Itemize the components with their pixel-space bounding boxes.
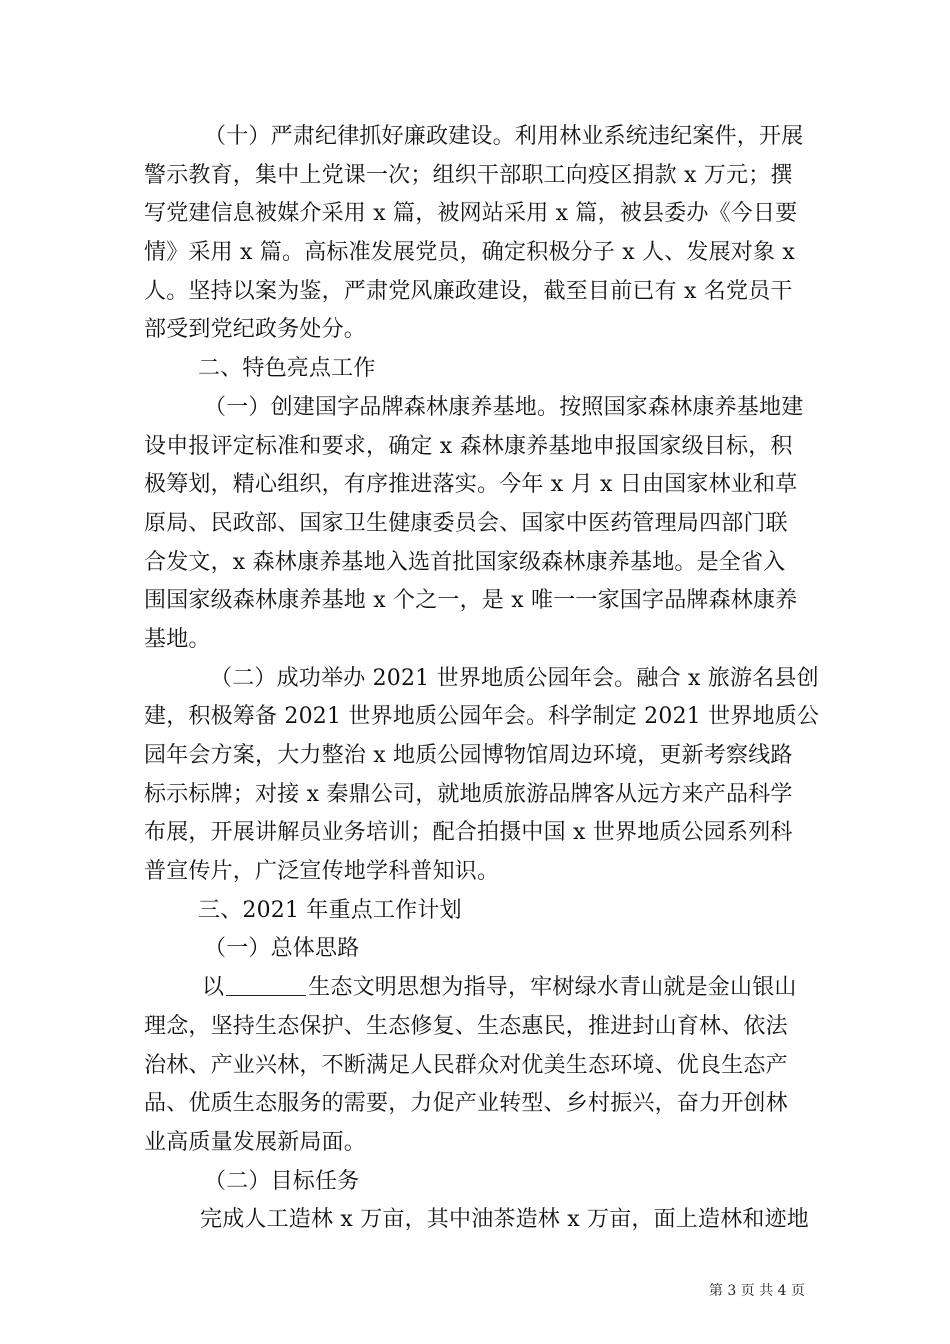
line-text: 合发文，x 森林康养基地入选首批国家级森林康养基地。是全省入: [144, 549, 786, 575]
text-line: [144, 544, 824, 583]
text-line: [144, 195, 824, 234]
line-text: 标示标牌；对接 x 秦鼎公司，就地质旅游品牌客从远方来产品科学: [144, 781, 793, 807]
line-text: 围国家级森林康养基地 x 个之一，是 x 唯一一家国字品牌森林康养: [144, 588, 798, 614]
line-text: 业高质量发展新局面。: [144, 1129, 367, 1155]
text-line: [144, 814, 824, 853]
text-line: [144, 660, 824, 699]
text-line: [144, 969, 824, 1008]
line-text: （十）严肃纪律抓好廉政建设。利用林业系统违纪案件，开展: [204, 124, 804, 149]
line-text-continued: 生态文明思想为指导，牢树绿水青山就是金山银山: [308, 975, 797, 1001]
line-text: （二）目标任务: [204, 1168, 360, 1194]
fill-in-blank: [226, 973, 306, 996]
text-line: [144, 698, 824, 737]
text-line: [144, 737, 824, 776]
text-line: [144, 1085, 824, 1124]
text-line: [144, 582, 824, 621]
line-text: 理念，坚持生态保护、生态修复、生态惠民，推进封山育林、依法: [144, 1013, 788, 1039]
line-text: 基地。: [144, 626, 211, 652]
line-text: 三、2021 年重点工作计划: [198, 897, 462, 923]
line-text: 情》采用 x 篇。高标准发展党员，确定积极分子 x 人、发展对象 x: [144, 240, 795, 266]
text-line: [144, 389, 824, 428]
text-line: [144, 118, 824, 157]
line-text: 设申报评定标准和要求，确定 x 森林康养基地申报国家级目标，积: [144, 433, 793, 459]
page-number: 第 3 页 共 4 页: [708, 1283, 805, 1299]
line-text: 治林、产业兴林，不断满足人民群众对优美生态环境、优良生态产: [144, 1052, 788, 1078]
text-line: [144, 621, 824, 660]
text-line: [144, 350, 824, 389]
line-text: 原局、民政部、国家卫生健康委员会、国家中医药管理局四部门联: [144, 510, 788, 536]
text-line: [144, 1201, 824, 1240]
text-line: [144, 273, 824, 312]
line-text: （二）成功举办 2021 世界地质公园年会。融合 x 旅游名县创: [210, 665, 819, 691]
text-line: [144, 1163, 824, 1202]
text-line: [144, 776, 824, 815]
text-line: [144, 892, 824, 931]
line-text: 普宣传片，广泛宣传地学科普知识。: [144, 859, 500, 885]
text-line: [144, 1124, 824, 1163]
line-text: （一）总体思路: [204, 936, 360, 962]
text-line: [144, 853, 824, 892]
line-text: 布展，开展讲解员业务培训；配合拍摄中国 x 世界地质公园系列科: [144, 820, 793, 846]
line-text: 二、特色亮点工作: [198, 356, 376, 382]
text-line: [144, 466, 824, 505]
line-text: 以: [202, 975, 225, 1001]
text-line: [144, 930, 824, 969]
line-text: 建，积极筹备 2021 世界地质公园年会。科学制定 2021 世界地质公: [144, 704, 820, 730]
line-text: 园年会方案，大力整治 x 地质公园博物馆周边环境，更新考察线路: [144, 743, 793, 768]
document-body: [144, 118, 824, 1240]
line-text: 人。坚持以案为鉴，严肃党风廉政建设，截至目前已有 x 名党员干: [144, 278, 793, 304]
text-line: [144, 157, 824, 196]
text-line: [144, 234, 824, 273]
text-line: [144, 505, 824, 544]
line-text: 品、优质生态服务的需要，力促产业转型、乡村振兴，奋力开创林: [144, 1091, 788, 1117]
line-text: 完成人工造林 x 万亩，其中油茶造林 x 万亩，面上造林和迹地: [200, 1207, 809, 1233]
line-text: （一）创建国字品牌森林康养基地。按照国家森林康养基地建: [204, 394, 804, 420]
text-line: [144, 311, 824, 350]
line-text: 写党建信息被媒介采用 x 篇，被网站采用 x 篇，被县委办《今日要: [144, 201, 798, 227]
line-text: 警示教育，集中上党课一次；组织干部职工向疫区捐款 x 万元；撰: [144, 162, 793, 188]
line-text: 部受到党纪政务处分。: [144, 317, 367, 343]
text-line: [144, 1047, 824, 1086]
line-text: 极筹划，精心组织，有序推进落实。今年 x 月 x 日由国家林业和草: [144, 472, 798, 498]
text-line: [144, 428, 824, 467]
text-line: [144, 1008, 824, 1047]
